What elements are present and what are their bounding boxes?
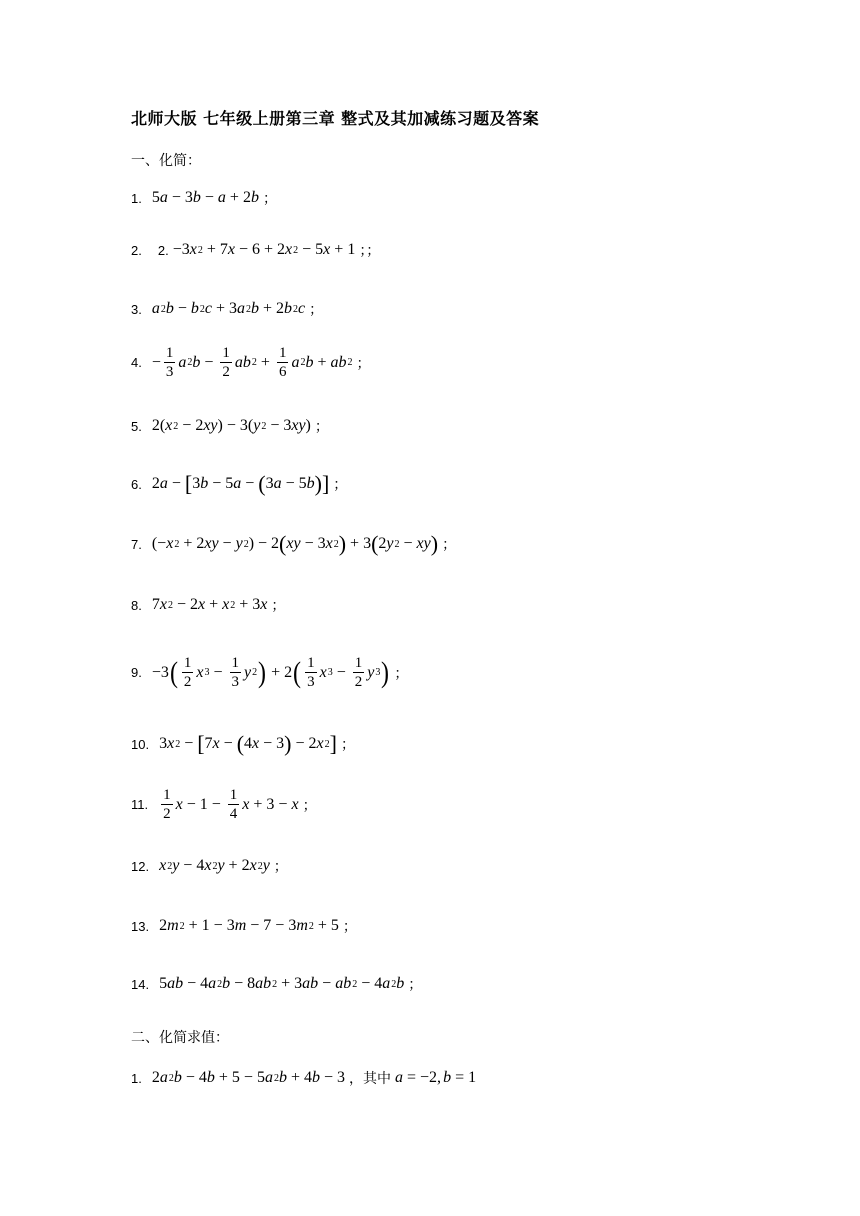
math-expression: 2 m 2 + 1 − 3 m − 7 − 3 m 2 + 5 <box>159 917 339 934</box>
exercise-12: 12. x 2 y − 4 x 2 y + 2 x 2 y ； <box>131 857 288 875</box>
math-expression: 2 a 2 b − 4 b + 5 − 5 a 2 b + 4 b − 3 <box>151 1069 345 1086</box>
exercise-4: 4. − $\frac{1}{3}$ a 2 b − $\frac{1}{2}$ ab 2 + $\frac{1}{6}$ a 2 b + ab 2 ； <box>131 345 371 380</box>
math-expression: 5 a − 3 b − a + 2 b <box>151 189 259 206</box>
exercise-9: 9. −3 ( $\frac{1}{2}$ x 3 − $\frac{1}{3}$ y 2 ) + 2 ( $\frac{1}{3}$ x 3 − $\frac{1}{2}$ y 3 ) ； <box>131 655 409 690</box>
exercise-8: 8. 7 x 2 − 2 x + x 2 + 3 x ； <box>131 596 286 614</box>
math-expression: − $\frac{1}{3}$ a 2 b − $\frac{1}{2}$ ab 2 + $\frac{1}{6}$ a 2 b + ab 2 <box>151 345 353 380</box>
condition-expression: a = −2, b = 1 <box>395 1069 477 1086</box>
exercise-13: 13. 2 m 2 + 1 − 3 m − 7 − 3 m 2 + 5 ； <box>131 917 357 935</box>
math-expression: $\frac{1}{2}$ x − 1 − $\frac{1}{4}$ x + 3 − x <box>163 787 299 822</box>
math-expression: 2( x 2 − 2 xy ) − 3( y 2 − 3 xy ) <box>151 417 311 434</box>
exercise-14: 14. 5 ab − 4 a 2 b − 8 ab 2 + 3 ab − ab 2 − 4 a 2 b ； <box>131 975 423 993</box>
math-expression: −3 ( $\frac{1}{2}$ x 3 − $\frac{1}{3}$ y 2 ) + 2 ( $\frac{1}{3}$ x 3 − $\frac{1}{2}$ y 3 ) <box>151 655 390 690</box>
exercise-3: 3. a 2 b − b 2 c + 3 a 2 b + 2 b 2 c ； <box>131 300 324 318</box>
math-expression: 3 x 2 − [ 7 x − ( 4 x − 3 ) − 2 x 2 ] <box>159 731 337 756</box>
math-expression: 2. −3 x 2 + 7 x − 6 + 2 x 2 − 5 x + 1 <box>157 241 356 258</box>
exercise-10: 10. 3 x 2 − [ 7 x − ( 4 x − 3 ) − 2 x 2 ] ； <box>131 731 355 756</box>
exercise-1: 1. 5 a − 3 b − a + 2 b ； <box>131 189 277 207</box>
exercise-5: 5. 2( x 2 − 2 xy ) − 3( y 2 − 3 xy ) ； <box>131 417 329 435</box>
math-expression: (− x 2 + 2 xy − y 2 ) − 2 ( xy − 3 x 2 ) + 3 ( 2 y 2 − xy ) <box>151 531 439 556</box>
exercise-6: 6. 2 a − [ 3 b − 5 a − ( 3 a − 5 b ) ] ； <box>131 471 348 496</box>
exercise-11: 11. $\frac{1}{2}$ x − 1 − $\frac{1}{4}$ x + 3 − x ； <box>131 787 317 822</box>
math-expression: 7 x 2 − 2 x + x 2 + 3 x <box>151 596 268 613</box>
math-expression: x 2 y − 4 x 2 y + 2 x 2 y <box>159 857 270 874</box>
math-expression: 2 a − [ 3 b − 5 a − ( 3 a − 5 b ) ] <box>151 471 330 496</box>
exercise-7: 7. (− x 2 + 2 xy − y 2 ) − 2 ( xy − 3 x 2 ) + 3 ( 2 y 2 − xy ) ； <box>131 531 457 556</box>
section-heading-evaluate: 二、化简求值： <box>131 1030 229 1046</box>
exercise-2: 2. 2. −3 x 2 + 7 x − 6 + 2 x 2 − 5 x + 1 ；； <box>131 241 381 259</box>
math-expression: 5 ab − 4 a 2 b − 8 ab 2 + 3 ab − ab 2 − 4 a 2 b <box>159 975 405 992</box>
section-heading-simplify: 一、化简： <box>131 153 201 169</box>
page-title: 北师大版 七年级上册第三章 整式及其加减练习题及答案 <box>131 109 540 128</box>
math-expression: a 2 b − b 2 c + 3 a 2 b + 2 b 2 c <box>151 300 306 317</box>
evaluate-exercise-1: 1. 2 a 2 b − 4 b + 5 − 5 a 2 b + 4 b − 3 ，其中 a = −2, b = 1 <box>131 1069 477 1087</box>
